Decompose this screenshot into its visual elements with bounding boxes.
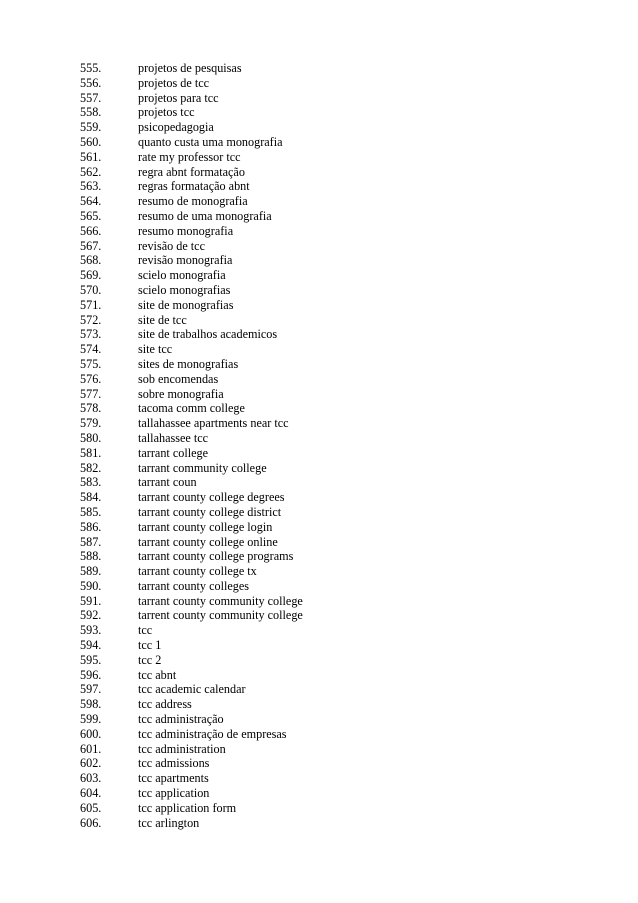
list-item [80, 387, 600, 402]
item-term: tcc apartments [138, 771, 209, 786]
list-item [80, 105, 600, 120]
item-number: 584. [80, 490, 102, 505]
item-term: tcc [138, 623, 153, 638]
list-item [80, 239, 600, 254]
list-item [80, 520, 600, 535]
item-term: tarrant county college programs [138, 549, 294, 564]
list-item [80, 298, 600, 313]
list-item [80, 401, 600, 416]
item-number: 574. [80, 342, 102, 357]
item-number: 599. [80, 712, 102, 727]
item-term: site de monografias [138, 297, 234, 312]
item-term: resumo de uma monografia [138, 208, 272, 223]
item-term: scielo monografias [138, 282, 231, 297]
item-term: regra abnt formatação [138, 164, 245, 179]
item-number: 565. [80, 208, 102, 223]
item-number: 605. [80, 800, 102, 815]
item-term: rate my professor tcc [138, 149, 241, 164]
item-number: 587. [80, 534, 102, 549]
item-number: 557. [80, 90, 102, 105]
item-number: 570. [80, 282, 102, 297]
item-term: tcc application [138, 786, 210, 801]
list-item [80, 682, 600, 697]
list-item [80, 327, 600, 342]
list-item [80, 579, 600, 594]
item-number: 589. [80, 564, 102, 579]
item-term: revisão de tcc [138, 238, 205, 253]
list-item [80, 179, 600, 194]
item-term: tarrant college [138, 445, 209, 460]
item-term: site tcc [138, 342, 173, 357]
item-term: projetos de pesquisas [138, 61, 242, 75]
item-term: tallahassee apartments near tcc [138, 416, 289, 431]
list-item [80, 608, 600, 623]
item-term: tarrant coun [138, 475, 197, 490]
list-item [80, 742, 600, 757]
list-item [80, 431, 600, 446]
list-item [80, 76, 600, 91]
item-number: 567. [80, 238, 102, 253]
item-number: 603. [80, 771, 102, 786]
item-number: 573. [80, 327, 102, 342]
list-item [80, 61, 600, 76]
item-number: 576. [80, 371, 102, 386]
item-term: tarrant county college login [138, 519, 273, 534]
item-number: 580. [80, 430, 102, 445]
item-term: sobre monografia [138, 386, 224, 401]
list-item [80, 668, 600, 683]
list-item [80, 416, 600, 431]
item-term: tarrant county college tx [138, 564, 257, 579]
item-term: tcc academic calendar [138, 682, 246, 697]
item-number: 572. [80, 312, 102, 327]
list-item [80, 342, 600, 357]
item-term: tcc address [138, 697, 192, 712]
item-number: 586. [80, 519, 102, 534]
item-number: 579. [80, 416, 102, 431]
item-term: sob encomendas [138, 371, 219, 386]
list-item [80, 150, 600, 165]
numbered-term-list [80, 61, 600, 830]
item-number: 568. [80, 253, 102, 268]
item-term: tarrant community college [138, 460, 267, 475]
item-number: 585. [80, 504, 102, 519]
item-number: 601. [80, 741, 102, 756]
list-item [80, 638, 600, 653]
item-number: 575. [80, 356, 102, 371]
item-number: 588. [80, 549, 102, 564]
item-term: revisão monografia [138, 253, 233, 268]
list-item [80, 446, 600, 461]
list-item [80, 475, 600, 490]
item-number: 597. [80, 682, 102, 697]
item-term: projetos de tcc [138, 75, 210, 90]
item-term: tarrent county community college [138, 608, 303, 623]
item-number: 564. [80, 194, 102, 209]
item-term: regras formatação abnt [138, 179, 250, 194]
item-number: 562. [80, 164, 102, 179]
item-term: resumo de monografia [138, 194, 248, 209]
item-term: tcc administração de empresas [138, 726, 287, 741]
item-number: 561. [80, 149, 102, 164]
item-number: 596. [80, 667, 102, 682]
item-number: 602. [80, 756, 102, 771]
item-number: 555. [80, 61, 102, 75]
list-item [80, 224, 600, 239]
list-item [80, 535, 600, 550]
list-item [80, 549, 600, 564]
list-item [80, 505, 600, 520]
item-term: tcc administração [138, 712, 224, 727]
item-term: scielo monografia [138, 268, 226, 283]
list-item [80, 816, 600, 831]
item-number: 581. [80, 445, 102, 460]
item-term: tarrant county college degrees [138, 490, 285, 505]
item-number: 559. [80, 120, 102, 135]
list-item [80, 165, 600, 180]
list-item [80, 564, 600, 579]
list-item [80, 801, 600, 816]
item-number: 563. [80, 179, 102, 194]
item-term: site de trabalhos academicos [138, 327, 278, 342]
item-number: 600. [80, 726, 102, 741]
list-item [80, 623, 600, 638]
item-term: tarrant county colleges [138, 578, 249, 593]
item-term: tcc arlington [138, 815, 200, 830]
item-number: 592. [80, 608, 102, 623]
list-item [80, 786, 600, 801]
item-number: 598. [80, 697, 102, 712]
item-number: 606. [80, 815, 102, 830]
list-item [80, 594, 600, 609]
list-item [80, 771, 600, 786]
item-term: tarrant county community college [138, 593, 303, 608]
item-number: 593. [80, 623, 102, 638]
item-term: psicopedagogia [138, 120, 214, 135]
list-item [80, 194, 600, 209]
item-term: quanto custa uma monografia [138, 134, 283, 149]
item-number: 595. [80, 652, 102, 667]
item-term: projetos para tcc [138, 90, 219, 105]
item-number: 590. [80, 578, 102, 593]
item-number: 566. [80, 223, 102, 238]
list-item [80, 461, 600, 476]
list-item [80, 253, 600, 268]
item-number: 569. [80, 268, 102, 283]
list-item [80, 653, 600, 668]
item-term: tarrant county college online [138, 534, 278, 549]
item-term: projetos tcc [138, 105, 195, 120]
item-term: tcc 1 [138, 638, 162, 653]
list-item [80, 727, 600, 742]
list-item [80, 756, 600, 771]
list-item [80, 712, 600, 727]
item-number: 582. [80, 460, 102, 475]
item-number: 594. [80, 638, 102, 653]
item-number: 578. [80, 401, 102, 416]
list-item [80, 697, 600, 712]
item-term: tallahassee tcc [138, 430, 209, 445]
list-item [80, 135, 600, 150]
item-term: tcc administration [138, 741, 226, 756]
list-item [80, 372, 600, 387]
list-item [80, 490, 600, 505]
item-term: tacoma comm college [138, 401, 245, 416]
item-term: sites de monografias [138, 356, 239, 371]
item-term: tcc abnt [138, 667, 177, 682]
item-number: 583. [80, 475, 102, 490]
item-term: tarrant county college district [138, 504, 282, 519]
item-term: tcc admissions [138, 756, 210, 771]
item-term: tcc application form [138, 800, 237, 815]
item-number: 571. [80, 297, 102, 312]
list-item [80, 313, 600, 328]
item-number: 556. [80, 75, 102, 90]
list-item [80, 120, 600, 135]
item-number: 591. [80, 593, 102, 608]
item-number: 604. [80, 786, 102, 801]
item-term: tcc 2 [138, 652, 162, 667]
item-number: 560. [80, 134, 102, 149]
list-item [80, 283, 600, 298]
list-item [80, 268, 600, 283]
list-item [80, 357, 600, 372]
list-item [80, 209, 600, 224]
item-term: resumo monografia [138, 223, 234, 238]
list-item [80, 91, 600, 106]
item-number: 577. [80, 386, 102, 401]
item-number: 558. [80, 105, 102, 120]
item-term: site de tcc [138, 312, 187, 327]
